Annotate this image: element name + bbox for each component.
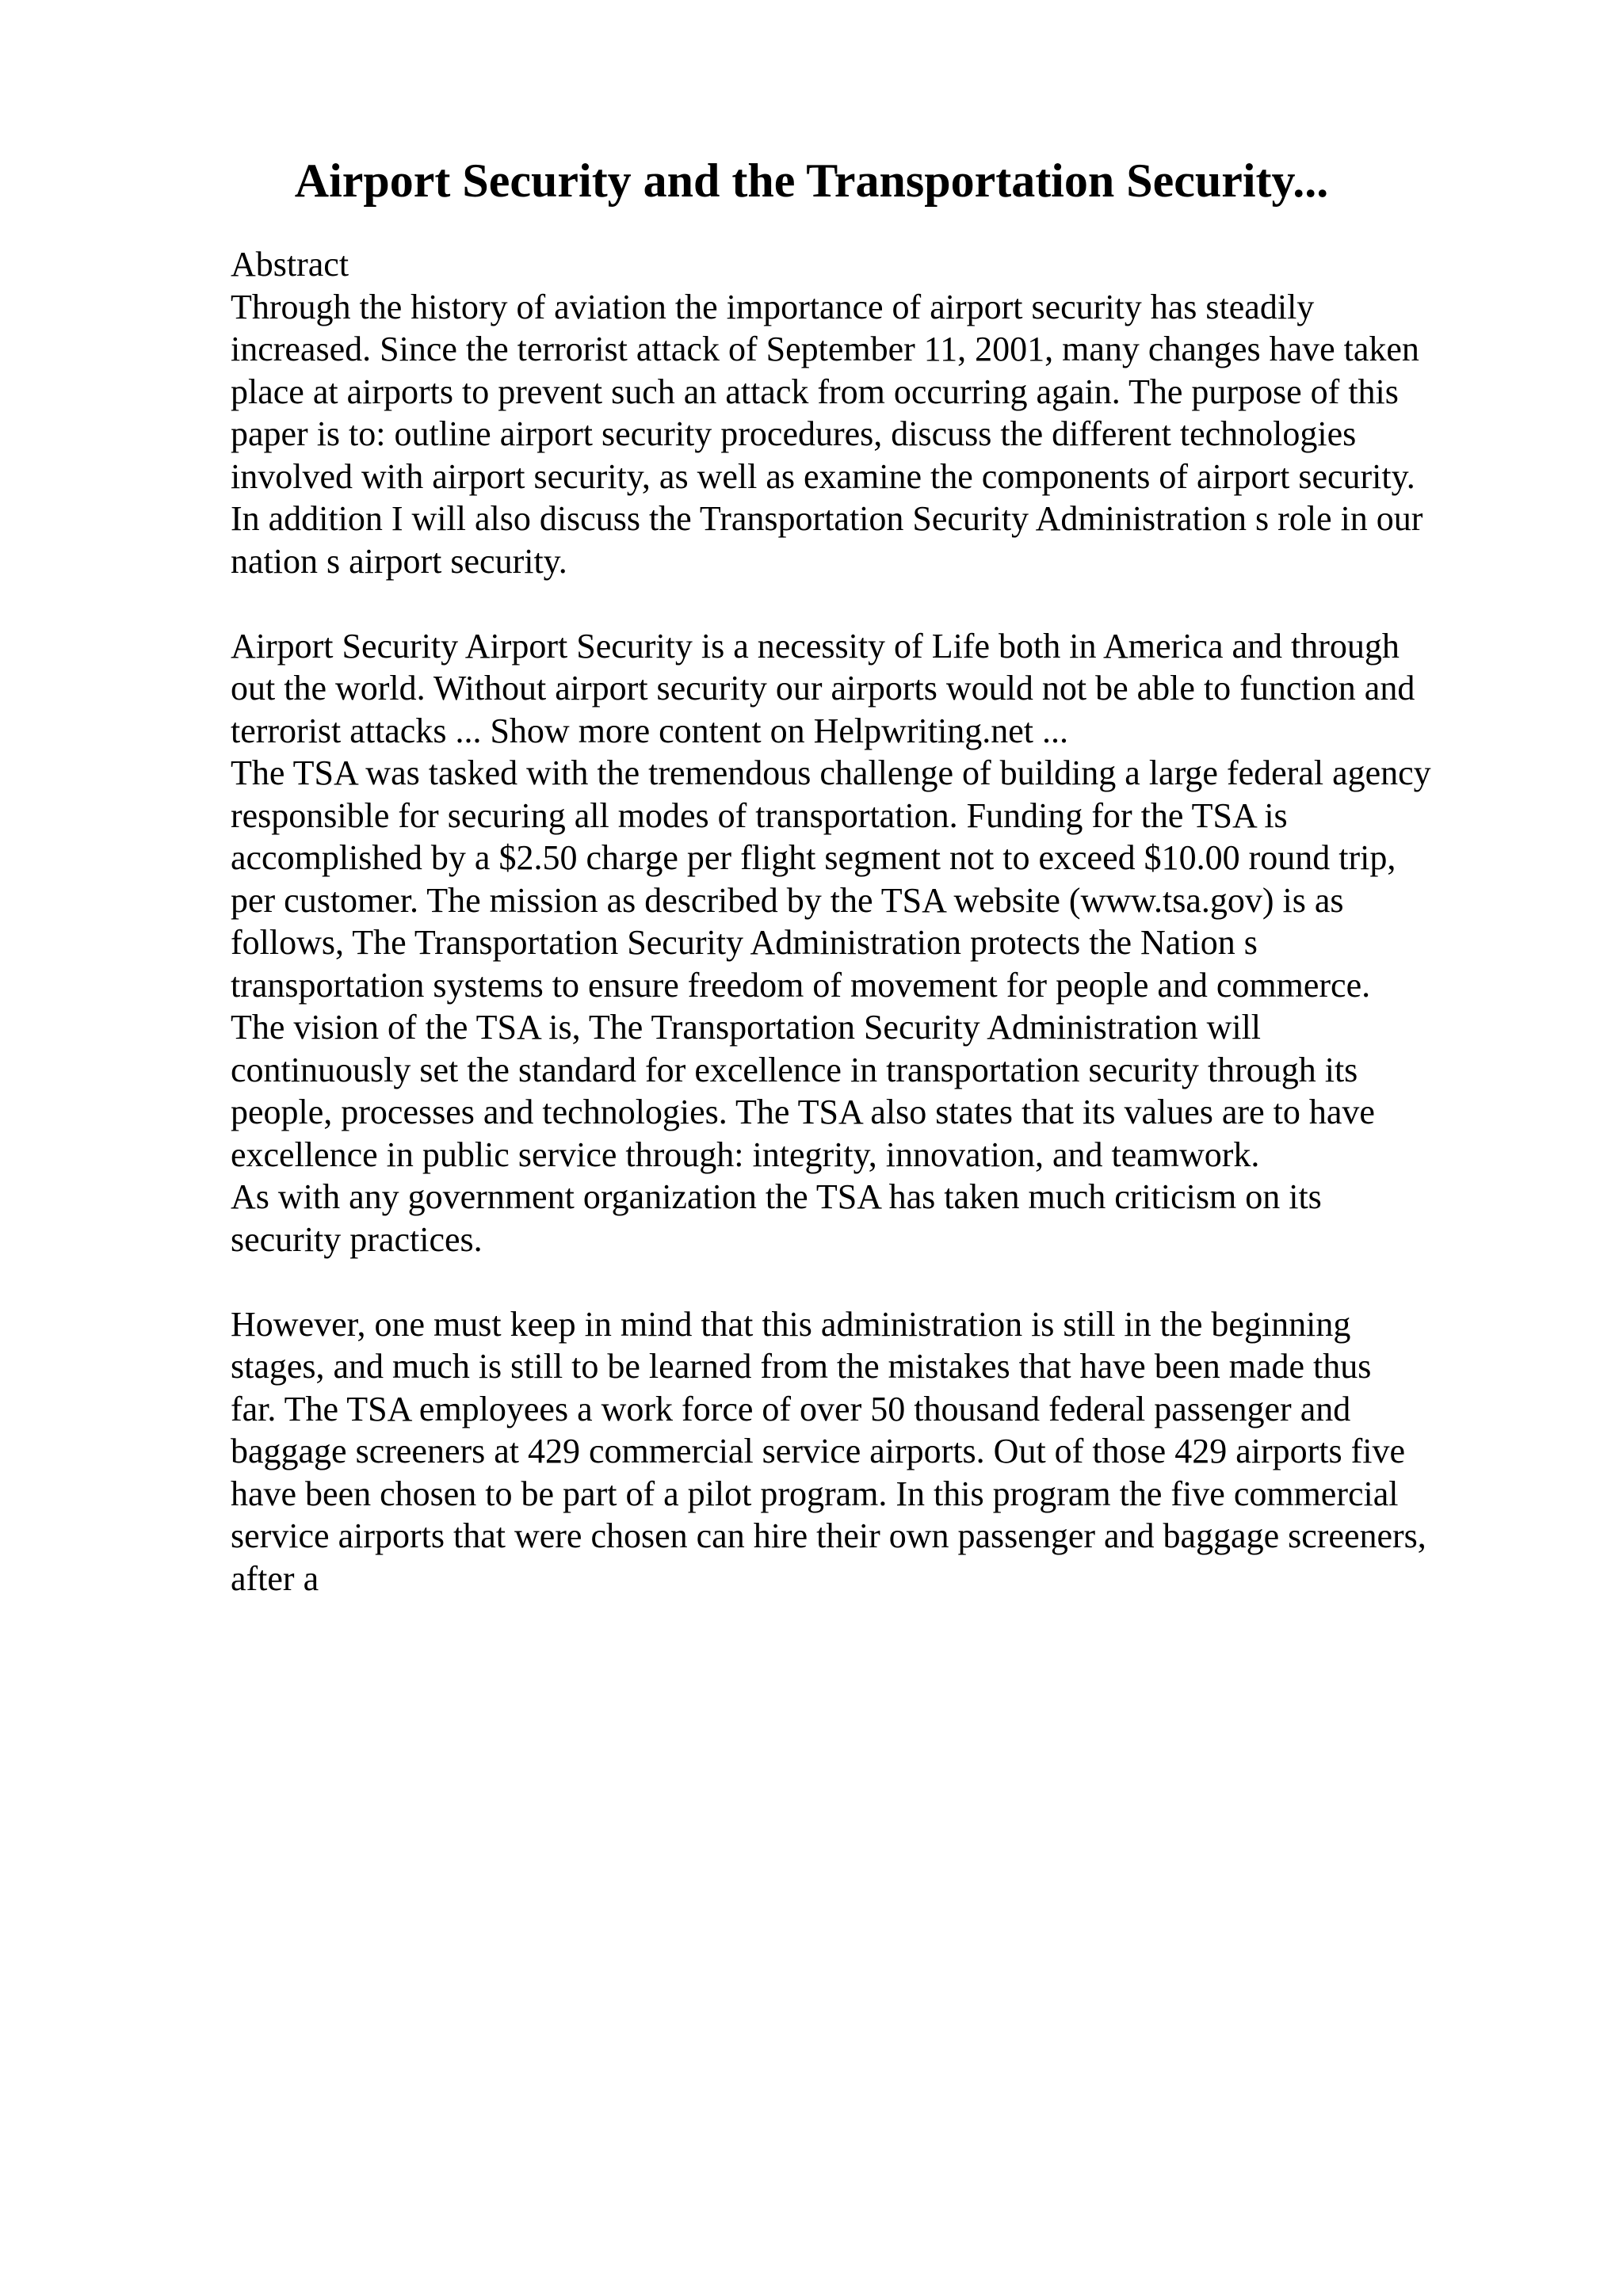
body-block <box>231 243 1514 582</box>
body-line: baggage screeners at 429 commercial service airports. Out of those 429 airports five <box>231 1432 1406 1470</box>
body-line: terrorist attacks ... Show more content on Helpwriting.net ... <box>231 711 1068 750</box>
document-title: Airport Security and the Transportation Security... <box>294 154 1329 207</box>
body-line: Abstract <box>231 245 349 284</box>
body-line: continuously set the standard for excellence in transportation security through its <box>231 1050 1358 1089</box>
body-line: out the world. Without airport security our airports would not be able to function and <box>231 669 1415 707</box>
body-block <box>231 625 1514 1261</box>
body-line: per customer. The mission as described by the TSA website (www.tsa.gov) is as <box>231 880 1344 920</box>
body-line: have been chosen to be part of a pilot program. In this program the five commercial <box>231 1474 1399 1513</box>
body-line: Through the history of aviation the importance of airport security has steadily <box>231 287 1315 326</box>
body-line: place at airports to prevent such an attack from occurring again. The purpose of this <box>231 372 1399 411</box>
document-body <box>231 243 1514 1600</box>
body-line: stages, and much is still to be learned from the mistakes that have been made thus <box>231 1347 1372 1386</box>
body-line: involved with airport security, as well as examine the components of airport security. <box>231 456 1415 496</box>
body-line: service airports that were chosen can hire their own passenger and baggage screeners, <box>231 1516 1426 1555</box>
body-line: Airport Security Airport Security is a necessity of Life both in America and through <box>231 626 1400 666</box>
body-line: The vision of the TSA is, The Transportation Security Administration will <box>231 1008 1262 1047</box>
body-line: people, processes and technologies. The TSA also states that its values are to have <box>231 1093 1375 1131</box>
body-line: accomplished by a $2.50 charge per flight segment not to exceed $10.00 round trip, <box>231 838 1396 877</box>
body-line: increased. Since the terrorist attack of September 11, 2001, many changes have taken <box>231 330 1419 368</box>
body-line: In addition I will also discuss the Transportation Security Administration s role in our <box>231 499 1423 538</box>
body-line: However, one must keep in mind that this administration is still in the beginning <box>231 1304 1351 1344</box>
body-line: transportation systems to ensure freedom of movement for people and commerce. <box>231 965 1371 1005</box>
body-block <box>231 1303 1514 1600</box>
body-line: As with any government organization the TSA has taken much criticism on its <box>231 1177 1322 1216</box>
body-line: follows, The Transportation Security Administration protects the Nation s <box>231 923 1258 962</box>
body-line: after a <box>231 1558 319 1598</box>
body-line: excellence in public service through: integrity, innovation, and teamwork. <box>231 1135 1260 1174</box>
body-line: security practices. <box>231 1219 483 1259</box>
body-line: responsible for securing all modes of transportation. Funding for the TSA is <box>231 795 1288 835</box>
body-line: nation s airport security. <box>231 541 567 581</box>
body-line: paper is to: outline airport security procedures, discuss the different technologies <box>231 414 1357 453</box>
body-line: far. The TSA employees a work force of over 50 thousand federal passenger and <box>231 1389 1351 1428</box>
paragraph-gap <box>231 1261 1514 1303</box>
body-line: The TSA was tasked with the tremendous challenge of building a large federal agency <box>231 753 1431 792</box>
paragraph-gap <box>231 582 1514 625</box>
